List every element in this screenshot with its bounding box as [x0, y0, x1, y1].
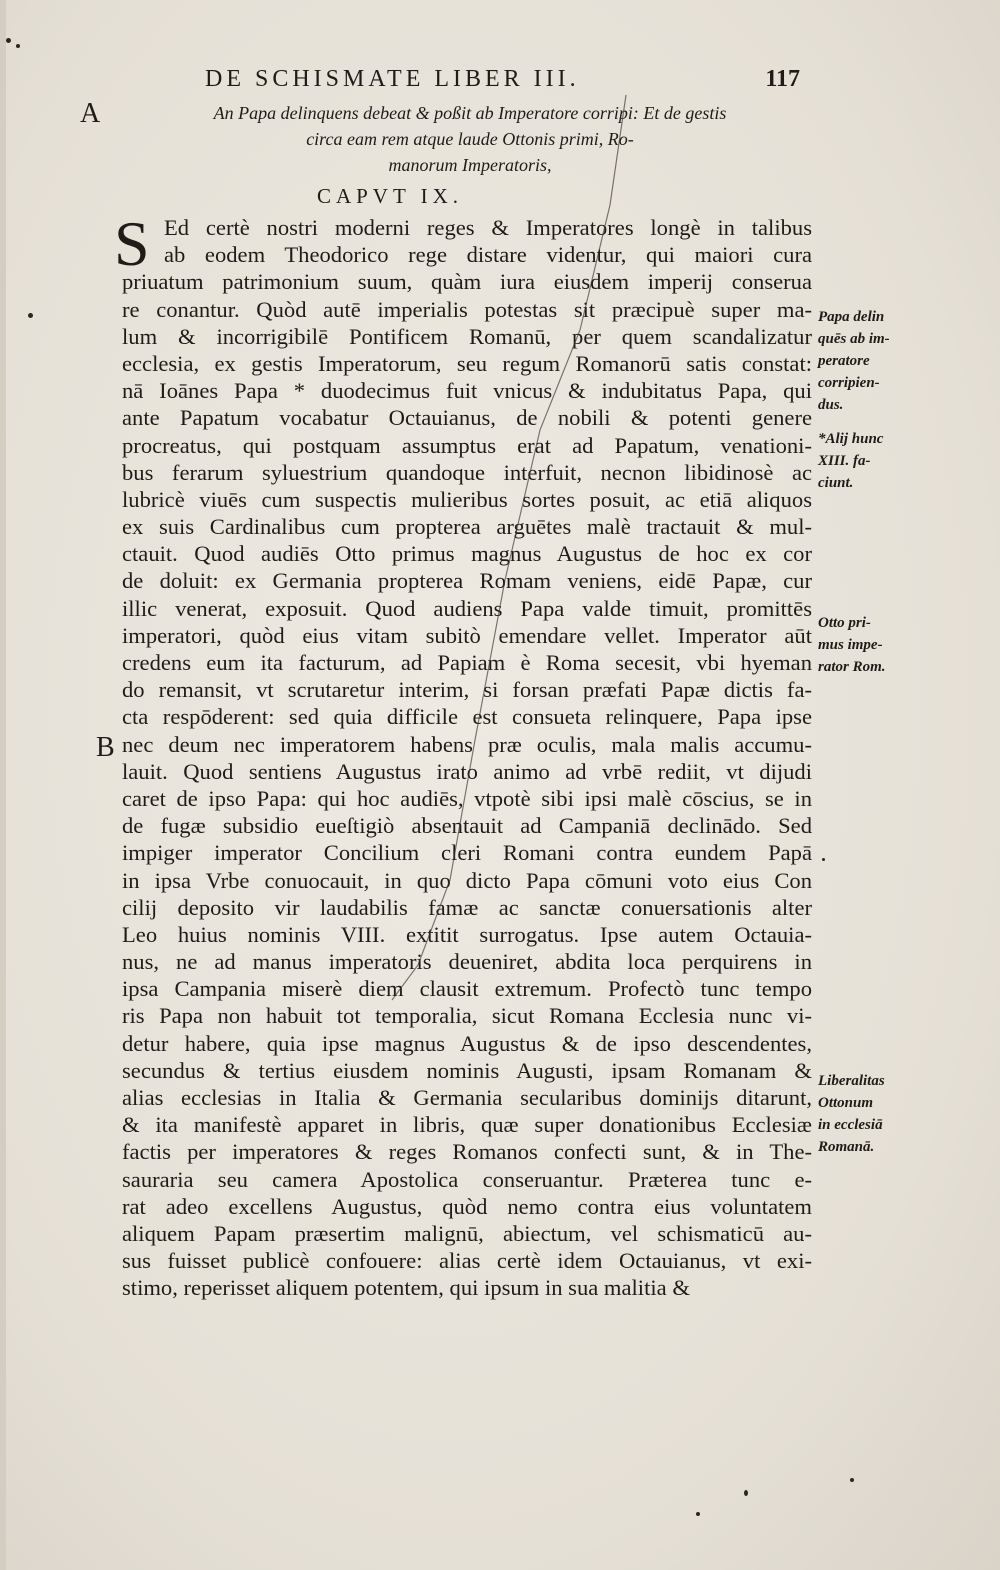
text-line: Ed certè nostri moderni reges & Imperatores longè in talibus: [164, 215, 812, 240]
text-line: impiger imperator Concilium cleri Romani contra eundem Papā: [122, 840, 812, 866]
margin-line: Ottonum: [818, 1095, 874, 1111]
margin-line: peratore: [818, 353, 870, 369]
margin-line: rator Rom.: [818, 659, 886, 675]
margin-line: quēs ab im-: [818, 331, 890, 347]
section-letter-b: B: [96, 732, 115, 763]
text-line: sus fuisset publicè confouere: alias certè idem Octauianus, vt exi-: [122, 1248, 812, 1274]
text-line: de fugæ subsidio eueſtigiò absentauit ad Campaniā declinādo. Sed: [122, 813, 812, 839]
margin-line: dus.: [818, 397, 844, 413]
text-line: illic venerat, exposuit. Quod audiens Papa valde timuit, promittēs: [122, 595, 812, 621]
text-line: lum & incorrigibilē Pontificem Romanū, per quem scandalizatur: [122, 323, 812, 349]
margin-line: corripien-: [818, 375, 880, 391]
text-line: nā Ioānes Papa * duodecimus fuit vnicus & indubitatus Papa, qui: [122, 378, 812, 404]
text-line: ab eodem Theodorico rege distare videntur, qui maiori cura: [164, 242, 812, 268]
text-line: de doluit: ex Germania propterea Romam veniens, eidē Papæ, cur: [122, 568, 812, 594]
text-line: ex suis Cardinalibus cum propterea arguētes malè tractauit & mul-: [122, 514, 812, 540]
text-line: ipsa Campania miserè diem clausit extremum. Profectò tunc tempo: [122, 976, 812, 1002]
margin-line: Otto pri-: [818, 615, 871, 631]
text-line: ctauit. Quod audiēs Otto primus magnus Augustus de hoc ex cor: [122, 541, 812, 567]
text-line: cta respōderent: sed quia difficile est consueta relinquere, Papa ipse: [122, 704, 812, 730]
margin-line: mus impe-: [818, 637, 883, 653]
text-line: procreatus, qui postquam assumptus erat ad Papatum, venationi-: [122, 432, 812, 458]
ink-spot: [822, 858, 825, 861]
text-line: lauit. Quod sentiens Augustus irato animo ad vrbē rediit, vt dijudi: [122, 758, 812, 784]
text-line: secundus & tertius eiusdem nominis Augusti, ipsam Romanam &: [122, 1057, 812, 1083]
running-title: DE SCHISMATE LIBER III.: [205, 66, 580, 92]
text-line: re conantur. Quòd autē imperialis potestas sit præcipuè super ma-: [122, 296, 812, 322]
margin-line: Papa delin: [818, 309, 885, 325]
summary-line: An Papa delinquens debeat & poßit ab Imperatore corripi: Et de gestis: [213, 103, 727, 123]
text-line: alias ecclesias in Italia & Germania secularibus dominijs ditarunt,: [122, 1085, 812, 1110]
chapter-heading: CAPVT IX.: [316, 184, 464, 208]
text-line: caret de ipso Papa: qui hoc audiēs, vtpotè sibi ipsi malè cōscius, se in: [122, 785, 812, 811]
summary-line: manorum Imperatoris,: [388, 155, 552, 175]
text-line: do remansit, vt scrutaretur interim, si forsan præfati Papæ dictis fa-: [122, 677, 812, 703]
drop-cap: S: [114, 208, 150, 279]
text-line: Leo huius nominis VIII. extitit surrogatus. Ipse autem Octauia-: [122, 921, 812, 947]
margin-line: Romanā.: [818, 1139, 875, 1155]
text-line: & ita manifestè apparet in libris, quæ super donationibus Ecclesiæ: [122, 1112, 812, 1138]
text-line: cilij deposito vir laudabilis famæ ac sanctæ conuersationis alter: [122, 894, 812, 920]
text-line: ecclesia, ex gestis Imperatorum, seu regum Romanorū satis constat:: [122, 350, 812, 376]
text-line: in ipsa Vrbe conuocauit, in quo dicto Papa cōmuni voto eius Con: [122, 867, 812, 893]
section-letter-a: A: [80, 98, 101, 129]
ink-spot: [696, 1512, 700, 1516]
margin-line: ciunt.: [818, 475, 854, 491]
summary-line: circa eam rem atque laude Ottonis primi, Ro-: [306, 129, 634, 149]
text-line: bus ferarum syluestrium quandoque interfuit, necnon libidinosè ac: [122, 459, 812, 485]
text-line: imperatori, quòd eius vitam subitò emendare vellet. Imperator aūt: [122, 622, 812, 648]
text-line: priuatum patrimonium suum, quàm iura eiusdem imperij conserua: [122, 269, 812, 295]
ink-spot: [6, 38, 11, 43]
text-line: nec deum nec imperatorem habens præ oculis, mala malis accumu-: [122, 731, 812, 757]
text-line: sauraria seu camera Apostolica conseruantur. Præterea tunc e-: [122, 1166, 812, 1192]
margin-line: *Alij hunc: [818, 431, 884, 447]
ink-spot: [850, 1478, 854, 1482]
text-line: stimo, reperisset aliquem potentem, qui ipsum in sua malitia &: [122, 1275, 690, 1301]
text-line: rat adeo excellens Augustus, quòd nemo contra eius voluntatem: [122, 1193, 812, 1219]
text-line: detur habere, quia ipse magnus Augustus & de ipso descendentes,: [122, 1030, 812, 1056]
margin-line: XIII. fa-: [818, 453, 871, 469]
text-line: nus, ne ad manus imperatoris deueniret, abdita loca perquirens in: [122, 949, 812, 975]
text-line: credens eum ita facturum, ad Papiam è Roma secesit, vbi hyeman: [122, 650, 812, 675]
margin-line: in ecclesiā: [818, 1117, 883, 1133]
folio-number: 117: [765, 66, 800, 92]
ink-spot: [16, 44, 20, 48]
text-line: ris Papa non habuit tot temporalia, sicut Romana Ecclesia nunc vi-: [122, 1003, 812, 1029]
text-line: ante Papatum vocabatur Octauianus, de nobili & potenti genere: [122, 405, 812, 431]
text-line: factis per imperatores & reges Romanos confecti sunt, & in The-: [122, 1139, 812, 1165]
ink-spot: [744, 1490, 748, 1496]
ink-spot: [28, 313, 33, 318]
margin-line: Liberalitas: [818, 1073, 885, 1089]
text-line: aliquem Papam præsertim malignū, abiectum, vel schismaticū au-: [122, 1220, 812, 1246]
text-line: lubricè viuēs cum suspectis mulieribus sortes posuit, ac etiā aliquos: [122, 486, 812, 512]
